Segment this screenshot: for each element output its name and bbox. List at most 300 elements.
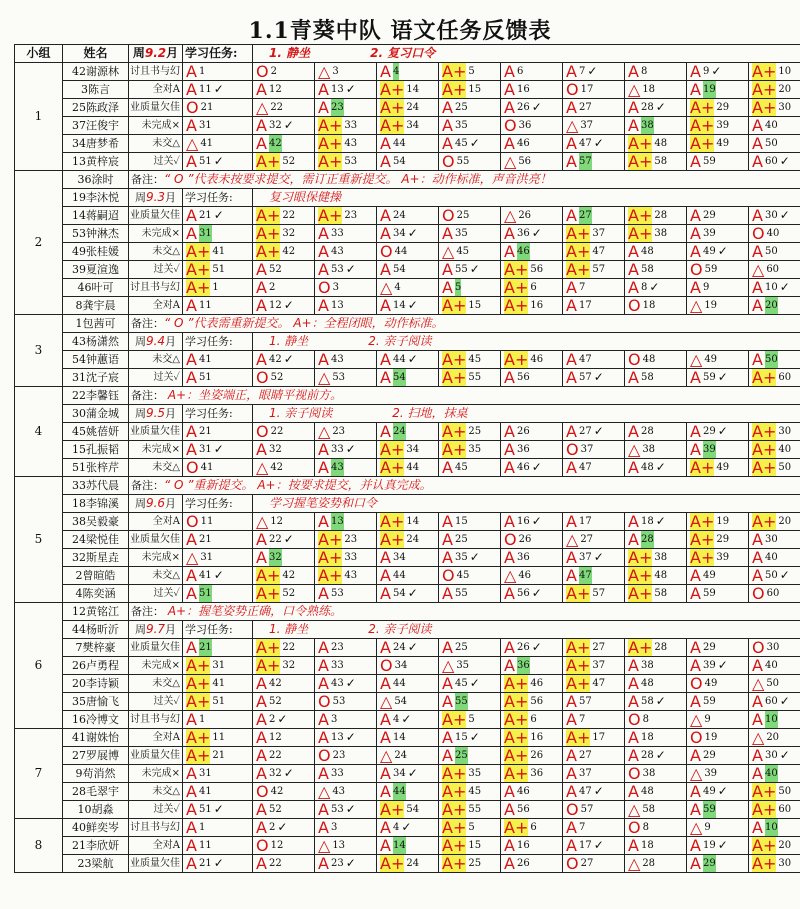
score-mark: A [318,224,329,243]
score-cell [183,531,253,549]
score-mark: A [690,278,701,297]
score-cell [563,459,625,477]
score-number: 55 [454,588,468,599]
score-cell [315,711,377,729]
task-text: 2. 复习口令 [370,46,436,60]
score-cell [501,225,563,243]
category-label: 讨且书与幻 [129,819,183,837]
score-mark: A+ [752,80,777,99]
score-number: 29 [703,855,716,872]
score-mark: A+ [628,152,653,171]
score-mark: A+ [256,638,281,657]
student-name: 38吴毅豪 [63,513,129,531]
score-cell [253,459,315,477]
score-cell [253,747,315,765]
score-mark: A [186,566,197,585]
score-number: 35 [468,768,482,779]
score-mark: A+ [752,782,777,801]
score-number: 44 [393,783,406,800]
score-cell [315,99,377,117]
score-cell [315,747,377,765]
score-number: 56 [518,156,532,167]
score-cell [687,801,749,819]
score-number: 14 [393,837,406,854]
score-number: 50 [778,786,792,797]
score-mark: A+ [566,584,591,603]
score-mark: O [380,242,393,261]
score-number: 33 [330,444,344,455]
score-number: 32 [269,549,282,566]
score-cell [377,99,439,117]
score-cell [687,747,749,765]
score-number: 59 [702,696,716,707]
score-cell [625,423,687,441]
score-cell [749,531,800,549]
score-mark: A+ [256,566,281,585]
score-cell [377,369,439,387]
score-cell [377,243,439,261]
score-number: 56 [516,588,530,599]
score-mark: A [186,80,197,99]
score-cell [563,531,625,549]
score-mark: A [566,350,577,369]
score-cell [439,729,501,747]
score-mark: A [318,710,329,729]
score-mark: A [566,134,577,153]
score-number: 25 [456,210,470,221]
score-mark: A+ [690,458,715,477]
score-cell [687,153,749,171]
score-number: 45 [456,570,470,581]
score-mark: A [628,98,639,117]
score-number: 31 [198,120,212,131]
score-mark: O [256,62,269,81]
score-cell [377,693,439,711]
score-number: 27 [579,207,592,224]
score-cell [749,63,800,81]
score-mark: A [566,206,577,225]
score-number: 28 [654,642,668,653]
check-mark: ✓ [407,352,418,366]
score-cell [625,549,687,567]
score-number: 21 [212,750,226,761]
score-mark: A [690,584,701,603]
score-number: 40 [766,228,780,239]
student-name: 32斯星垚 [63,549,129,567]
score-mark: A [318,800,329,819]
score-number: 14 [392,300,406,311]
note-row [129,477,800,495]
check-mark: ✓ [469,136,480,150]
score-mark: A+ [256,656,281,675]
category-label: 未交△ [129,567,183,585]
student-name: 21李欣妍 [63,837,129,855]
week-suffix: 月 [165,191,177,204]
score-cell [315,279,377,297]
score-cell [687,567,749,585]
score-mark: A [186,440,197,459]
score-cell [563,837,625,855]
score-cell [377,765,439,783]
score-number: 26 [518,534,532,545]
score-cell [563,261,625,279]
score-cell [749,279,800,297]
task-label: 学习任务: [183,333,253,351]
score-cell [377,837,439,855]
week-prefix: 周 [134,623,146,636]
score-number: 15 [454,516,468,527]
score-cell [625,801,687,819]
score-mark: A [256,278,267,297]
score-cell [749,117,800,135]
score-number: 43 [330,354,344,365]
score-cell [749,855,800,873]
score-number: 20 [778,516,792,527]
score-mark: O [628,296,641,315]
score-cell [377,657,439,675]
task-list [253,333,800,351]
score-number: 60 [766,588,780,599]
week-prefix: 周 [134,335,146,348]
score-mark: A+ [380,800,405,819]
score-number: 39 [702,660,716,671]
score-cell [183,567,253,585]
note-row [129,603,800,621]
score-number: 40 [765,765,778,782]
student-name: 2曾暄皓 [63,567,129,585]
score-number: 1 [198,822,206,833]
score-mark: A+ [186,692,211,711]
score-cell [563,711,625,729]
score-mark: A+ [442,296,467,315]
score-cell [253,207,315,225]
score-mark: O [318,692,331,711]
score-cell [625,369,687,387]
score-mark: A [504,800,515,819]
note-row [129,315,800,333]
score-mark: A+ [442,782,467,801]
score-cell [749,423,800,441]
score-mark: A [504,512,515,531]
score-cell [687,99,749,117]
score-cell [183,279,253,297]
score-cell [563,441,625,459]
score-number: 52 [268,264,282,275]
score-cell [377,135,439,153]
score-mark: A [256,728,267,747]
score-cell [377,855,439,873]
score-number: 46 [516,786,530,797]
score-cell [563,351,625,369]
score-mark: A [442,98,453,117]
score-cell [501,135,563,153]
score-cell [687,369,749,387]
score-cell [625,207,687,225]
score-mark: A+ [566,656,591,675]
score-mark: A [186,710,197,729]
score-number: 60 [778,372,792,383]
score-cell [563,567,625,585]
score-number: 22 [270,102,284,113]
score-cell [315,531,377,549]
week-date: 9.6 [145,496,166,510]
score-cell [687,81,749,99]
score-mark: △ [752,674,765,693]
week-prefix: 周 [134,497,146,510]
score-number: 48 [640,246,654,257]
check-mark: ✓ [277,712,288,726]
check-mark: ✓ [277,820,288,834]
score-number: 9 [704,822,711,833]
score-cell [749,585,800,603]
score-mark: △ [752,260,765,279]
task-label: 学习任务: [183,189,253,207]
category-label: 未完成× [129,765,183,783]
week-cell [129,405,183,423]
score-number: 53 [344,156,358,167]
score-mark: A+ [628,638,653,657]
score-cell [439,585,501,603]
score-mark: △ [504,566,517,585]
score-number: 31 [212,660,226,671]
score-cell [377,225,439,243]
score-number: 53 [330,588,344,599]
score-mark: A [566,422,577,441]
score-mark: A [256,818,267,837]
score-number: 13 [330,84,344,95]
score-cell [183,441,253,459]
score-cell [501,279,563,297]
score-cell [315,513,377,531]
score-number: 48 [642,354,656,365]
score-mark: A [442,548,453,567]
score-cell [377,63,439,81]
score-number: 19 [716,516,730,527]
score-cell [749,441,800,459]
score-number: 27 [592,642,606,653]
check-mark: ✓ [655,100,666,114]
score-number: 17 [578,840,592,851]
score-cell [183,99,253,117]
score-mark: A [628,530,639,549]
score-cell [625,531,687,549]
score-cell [377,531,439,549]
score-mark: A [380,638,391,657]
score-number: 11 [200,516,214,527]
score-mark: A [504,440,515,459]
score-number: 41 [198,570,212,581]
score-cell [625,657,687,675]
score-mark: A [442,746,453,765]
score-mark: A [566,692,577,711]
score-cell [563,369,625,387]
score-number: 44 [392,678,406,689]
score-number: 6 [516,66,524,77]
score-number: 59 [702,588,716,599]
score-number: 40 [778,444,792,455]
score-cell [183,729,253,747]
score-cell [749,351,800,369]
score-number: 2 [268,282,276,293]
score-mark: A [256,440,267,459]
score-number: 32 [282,228,296,239]
score-cell [625,567,687,585]
score-number: 47 [578,138,592,149]
score-mark: A [504,368,515,387]
score-cell [563,783,625,801]
score-number: 44 [406,462,420,473]
score-mark: A [256,80,267,99]
score-cell [501,783,563,801]
group-label: 8 [15,819,63,873]
score-number: 2 [268,714,276,725]
check-mark: ✓ [779,694,790,708]
score-number: 3 [332,282,339,293]
score-cell [749,153,800,171]
score-cell [183,135,253,153]
score-number: 7 [578,822,586,833]
score-mark: △ [380,746,393,765]
score-mark: A [380,296,391,315]
score-number: 47 [579,567,592,584]
score-cell [501,153,563,171]
score-number: 59 [702,372,716,383]
score-cell [377,729,439,747]
score-number: 39 [702,228,716,239]
score-mark: A [318,98,329,117]
score-cell [563,855,625,873]
week-prefix: 周 [134,191,146,204]
score-number: 34 [394,660,408,671]
score-cell [253,513,315,531]
score-cell [625,261,687,279]
score-number: 34 [406,120,420,131]
score-cell [625,819,687,837]
student-name: 45姚蓓妍 [63,423,129,441]
check-mark: ✓ [345,82,356,96]
score-mark: A [566,548,577,567]
score-mark: O [318,746,331,765]
score-number: 27 [578,102,592,113]
score-number: 30 [764,534,778,545]
score-number: 33 [330,660,344,671]
score-mark: O [186,458,199,477]
score-cell [315,225,377,243]
score-cell [563,549,625,567]
score-mark: A [504,458,515,477]
score-number: 33 [330,228,344,239]
student-name: 20李诗颖 [63,675,129,693]
score-mark: O [504,530,517,549]
score-cell [183,639,253,657]
score-mark: △ [690,296,703,315]
score-mark: A [504,656,515,675]
check-mark: ✓ [407,298,418,312]
score-cell [687,531,749,549]
score-mark: A [186,836,197,855]
score-number: 17 [578,300,592,311]
score-cell [687,711,749,729]
score-cell [439,765,501,783]
score-number: 22 [270,426,284,437]
score-number: 41 [212,246,226,257]
score-cell [253,837,315,855]
check-mark: ✓ [283,298,294,312]
category-label: 全对A [129,81,183,99]
category-label: 业质量欠佳 [129,531,183,549]
score-number: 43 [344,570,358,581]
score-mark: A [380,260,391,279]
score-cell [625,117,687,135]
score-cell [439,369,501,387]
category-label: 业质量欠佳 [129,855,183,873]
score-number: 57 [580,804,594,815]
score-cell [501,729,563,747]
check-mark: ✓ [345,730,356,744]
check-mark: ✓ [531,100,542,114]
score-cell [625,459,687,477]
score-number: 11 [198,300,212,311]
score-cell [501,351,563,369]
score-mark: A+ [442,854,467,873]
score-mark: A [566,746,577,765]
score-mark: A+ [318,566,343,585]
student-name: 40鲜奕岑 [63,819,129,837]
score-mark: O [690,674,703,693]
score-number: 44 [392,138,406,149]
check-mark: ✓ [593,370,604,384]
score-number: 18 [642,84,656,95]
score-number: 42 [269,135,282,152]
score-number: 23 [331,99,344,116]
score-mark: A+ [442,836,467,855]
score-cell [563,585,625,603]
score-cell [253,117,315,135]
score-number: 54 [392,156,406,167]
score-cell [563,297,625,315]
score-mark: A+ [752,836,777,855]
score-number: 20 [766,732,780,743]
score-cell [183,657,253,675]
score-cell [563,657,625,675]
score-cell [749,675,800,693]
check-mark: ✓ [593,550,604,564]
score-number: 8 [640,282,648,293]
score-number: 37 [592,228,606,239]
score-mark: A [566,278,577,297]
score-mark: A [752,764,763,783]
score-number: 38 [640,660,654,671]
score-number: 43 [344,138,358,149]
score-cell [377,261,439,279]
score-mark: A+ [628,224,653,243]
score-cell [563,135,625,153]
score-mark: A+ [628,584,653,603]
score-cell [253,855,315,873]
score-cell [183,801,253,819]
score-number: 18 [642,300,656,311]
score-cell [377,117,439,135]
week-suffix: 月 [165,497,177,510]
check-mark: ✓ [345,442,356,456]
score-number: 24 [406,858,420,869]
score-cell [625,675,687,693]
score-cell [687,351,749,369]
score-cell [563,63,625,81]
score-cell [749,243,800,261]
score-number: 49 [704,354,718,365]
score-number: 35 [454,228,468,239]
